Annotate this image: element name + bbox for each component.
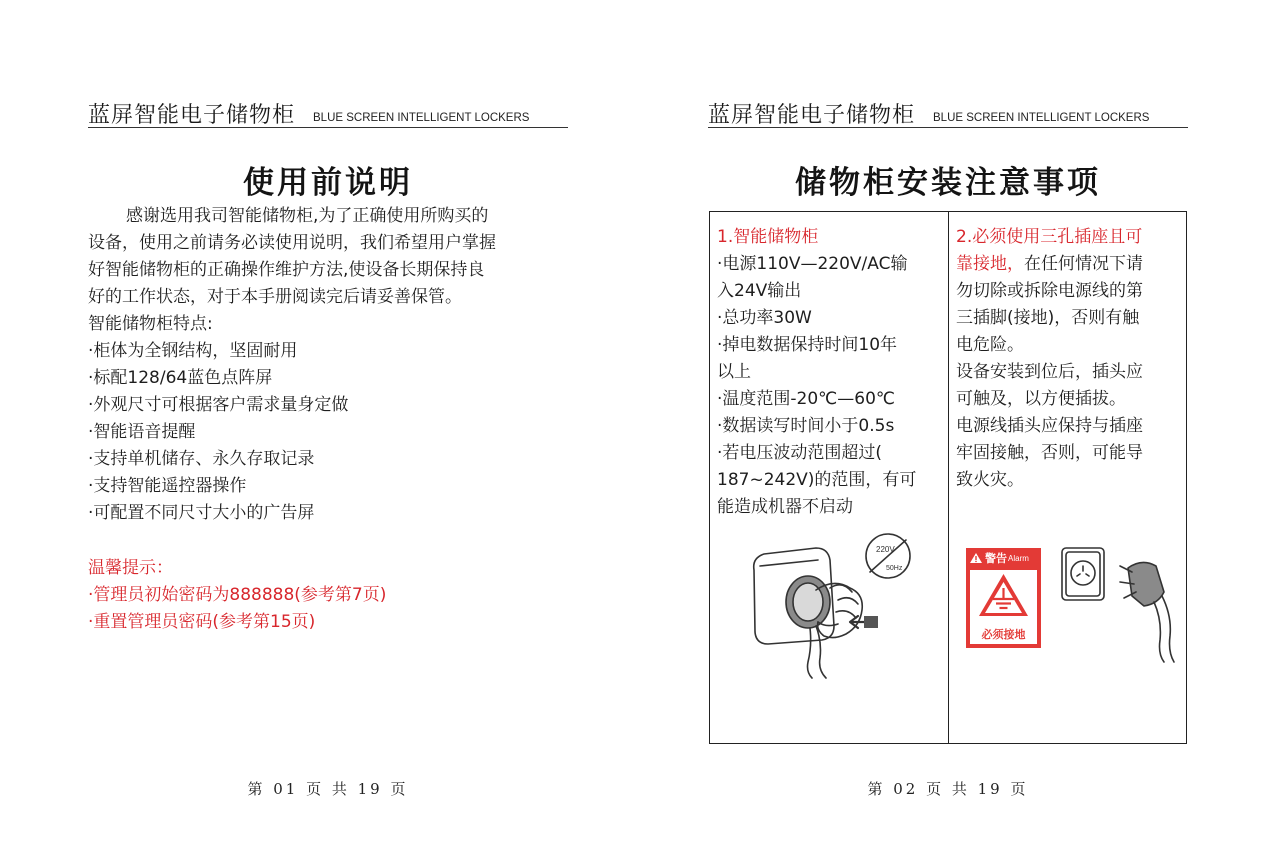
spec-line: ·总功率30W <box>717 308 812 328</box>
tips-block <box>88 555 566 636</box>
socket-frequency-label: 50Hz <box>886 565 903 572</box>
warning-title: 警告 <box>985 552 1007 565</box>
warning-sign-panel <box>970 570 1037 644</box>
page-header <box>708 95 1188 128</box>
spec-line: 能造成机器不启动 <box>717 497 853 517</box>
spec-line: 187~242V)的范围，有可 <box>717 470 917 490</box>
feature-item: ·外观尺寸可根据客户需求量身定做 <box>88 395 349 415</box>
warning-caption: 必须接地 <box>981 628 1026 641</box>
socket-voltage-label: 220V <box>876 545 895 554</box>
feature-item: ·支持单机储存、永久存取记录 <box>88 449 315 469</box>
tips-heading: 温馨提示： <box>88 558 173 578</box>
grounding-line: 电源线插头应保持与插座 <box>956 416 1143 436</box>
spec-line: ·若电压波动范围超过( <box>717 443 883 463</box>
intro-line: 好的工作状态，对于本手册阅读完后请妥善保管。 <box>88 287 462 307</box>
spec-line: ·数据读写时间小于0.5s <box>717 416 895 436</box>
warning-triangle-icon <box>969 552 983 564</box>
spec-line: 以上 <box>717 362 751 382</box>
grounding-line: 致火灾。 <box>956 470 1024 490</box>
grounding-heading-cont: 靠接地， <box>956 254 1024 274</box>
specs-heading: 1.智能储物柜 <box>717 227 819 247</box>
precautions-table <box>709 211 1187 744</box>
feature-item: ·支持智能遥控器操作 <box>88 476 247 496</box>
brand-title: 蓝屏智能电子储物柜 <box>88 103 296 128</box>
feature-item: ·智能语音提醒 <box>88 422 196 442</box>
page-left <box>88 0 568 863</box>
spec-line: ·电源110V—220V/AC输 <box>717 254 908 274</box>
brand-subtitle: BLUE SCREEN INTELLIGENT LOCKERS <box>933 112 1150 124</box>
grounding-text: 在任何情况下请 <box>1024 254 1143 274</box>
page-title: 使用前说明 <box>243 165 413 201</box>
grounding-heading: 2.必须使用三孔插座且可 <box>956 227 1143 247</box>
three-pin-socket-illustration <box>1054 540 1184 665</box>
page-title: 储物柜安装注意事项 <box>795 165 1101 201</box>
column-divider <box>948 212 949 743</box>
warning-alarm-label: Alarm <box>1008 553 1029 563</box>
ground-symbol-icon <box>970 570 1037 622</box>
grounding-line: 勿切除或拆除电源线的第 <box>956 281 1143 301</box>
tip-item: ·管理员初始密码为888888(参考第7页) <box>88 585 387 605</box>
grounding-line: 牢固接触，否则，可能导 <box>956 443 1143 463</box>
intro-line: 设备，使用之前请务必读使用说明，我们希望用户掌握 <box>88 233 496 253</box>
ground-warning-sign <box>966 548 1041 648</box>
feature-item: ·标配128/64蓝色点阵屏 <box>88 368 273 388</box>
grounding-column <box>956 224 1182 494</box>
intro-line: 感谢选用我司智能储物柜,为了正确使用所购买的 <box>126 206 489 226</box>
intro-line: 好智能储物柜的正确操作维护方法,使设备长期保持良 <box>88 260 485 280</box>
specs-column <box>717 224 943 521</box>
page-number: 第 01 页 共 19 页 <box>247 780 409 798</box>
grounding-line: 电危险。 <box>956 335 1024 355</box>
feature-item: ·柜体为全钢结构，坚固耐用 <box>88 341 298 361</box>
tip-item: ·重置管理员密码(参考第15页) <box>88 612 316 632</box>
intro-paragraph <box>88 203 566 527</box>
page-header <box>88 95 568 128</box>
warning-sign-header <box>966 548 1041 568</box>
spec-line: 入24V输出 <box>717 281 802 301</box>
grounding-line: 设备安装到位后，插头应 <box>956 362 1143 382</box>
page-number: 第 02 页 共 19 页 <box>867 780 1029 798</box>
spec-line: ·掉电数据保持时间10年 <box>717 335 898 355</box>
page-right <box>708 0 1188 863</box>
brand-title: 蓝屏智能电子储物柜 <box>708 103 916 128</box>
features-heading: 智能储物柜特点: <box>88 314 213 334</box>
brand-subtitle: BLUE SCREEN INTELLIGENT LOCKERS <box>313 112 530 124</box>
feature-item: ·可配置不同尺寸大小的广告屏 <box>88 503 315 523</box>
plug-in-hand-illustration <box>746 530 921 680</box>
spec-line: ·温度范围-20℃—60℃ <box>717 389 895 409</box>
grounding-line: 三插脚(接地)，否则有触 <box>956 308 1140 328</box>
grounding-line: 可触及，以方便插拔。 <box>956 389 1126 409</box>
